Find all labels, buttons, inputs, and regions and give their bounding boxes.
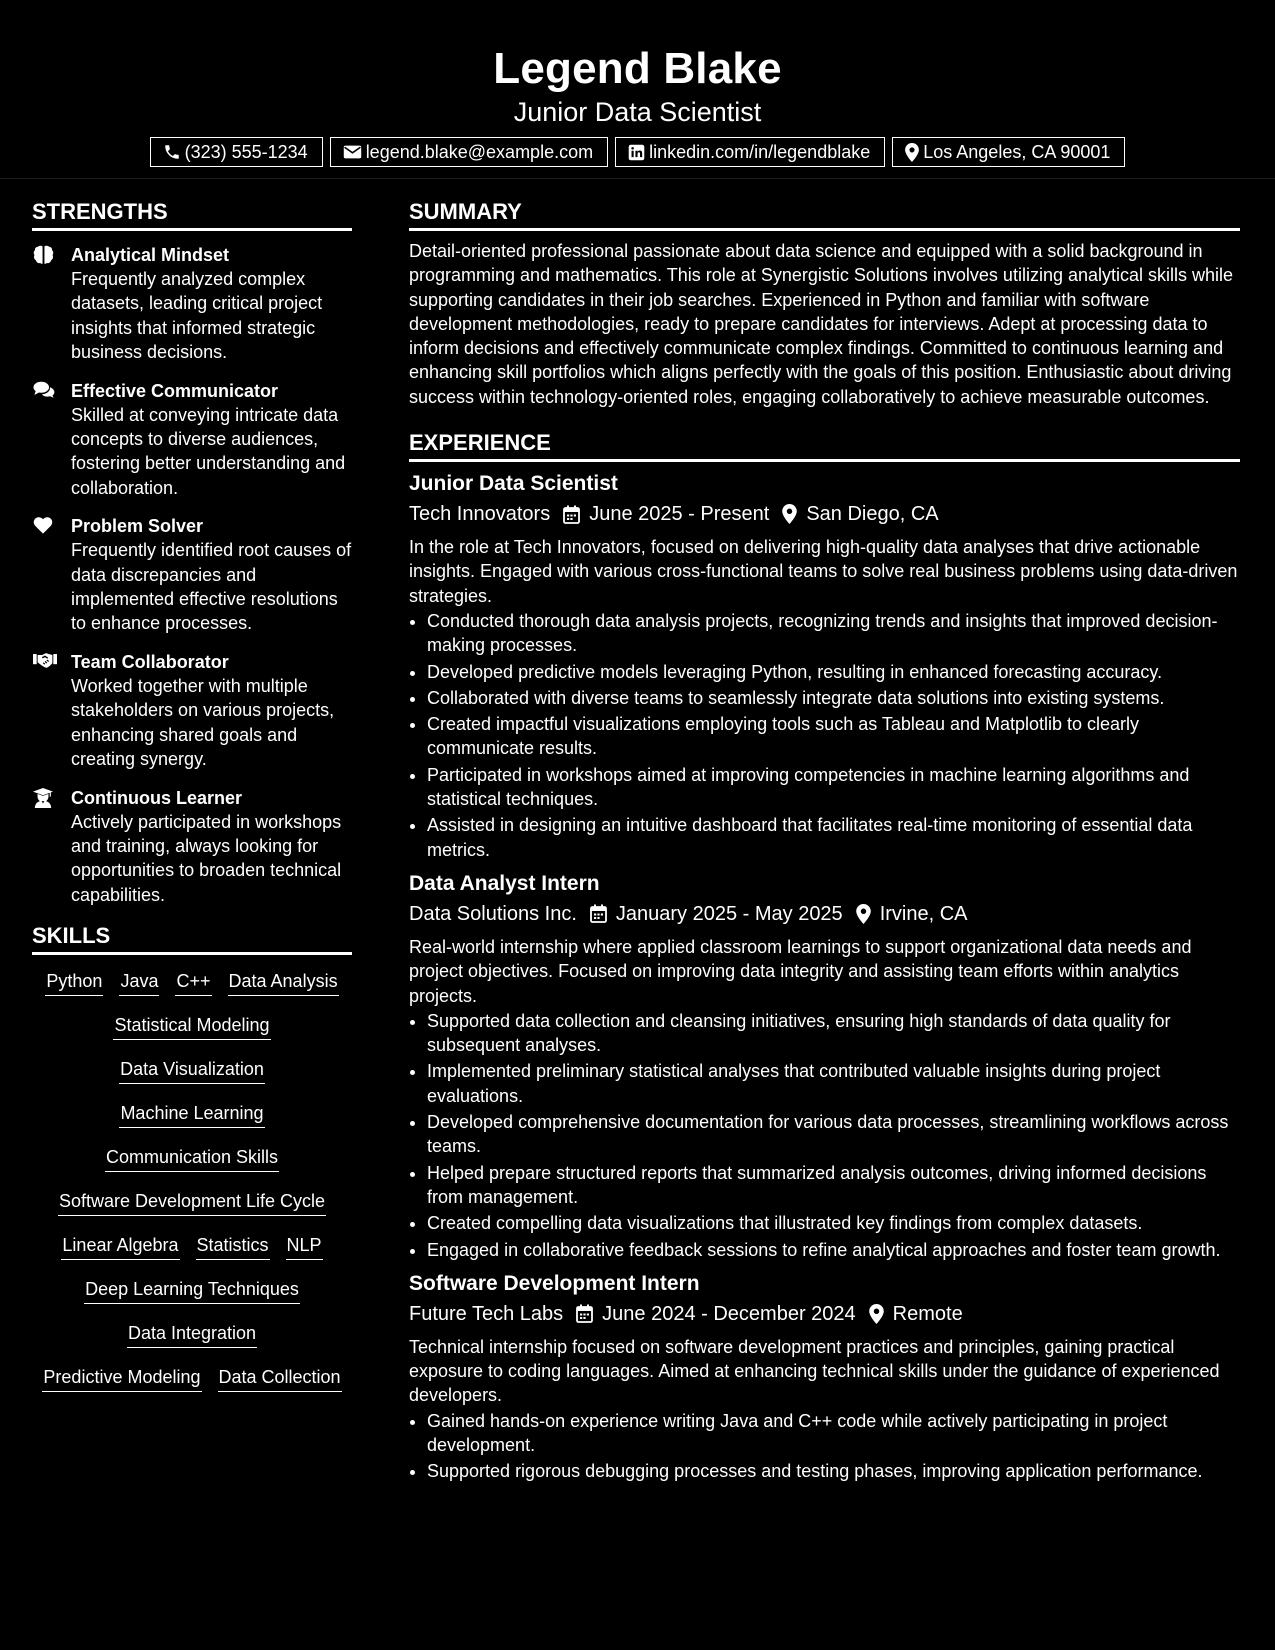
strength-title: Effective Communicator	[71, 380, 279, 401]
resume-header	[0, 0, 1275, 179]
summary-heading: SUMMARY	[409, 197, 1240, 231]
job-location: San Diego, CA	[806, 503, 939, 526]
resume-body	[0, 179, 1275, 1486]
contact-phone[interactable]	[150, 137, 323, 167]
strength-title: Problem Solver	[71, 516, 204, 537]
job-bullet: • Supported rigorous debugging processes and testing phases, improving application performance.	[427, 1459, 1240, 1483]
job-meta	[409, 1300, 1240, 1328]
strength-description: Actively participated in workshops and training, always looking for opportunities to broaden technical capabilities.	[71, 811, 342, 905]
job-bullet: • Supported data collection and cleansing initiatives, ensuring high standards of data quality for subsequent analyses.	[427, 1009, 1240, 1058]
map-pin-icon	[782, 504, 797, 524]
skill-tag: C++	[175, 969, 211, 996]
skills-list	[32, 955, 352, 1409]
job-title: Software Development Intern	[409, 1271, 700, 1295]
contact-email[interactable]	[330, 137, 608, 167]
job-bullet: • Assisted in designing an intuitive dashboard that facilitates real-time monitoring of essential data metrics.	[427, 813, 1240, 862]
skill-tag: Data Integration	[127, 1321, 257, 1348]
strength-title: Analytical Mindset	[71, 245, 230, 265]
job-entry	[409, 871, 1240, 1262]
strength-item	[32, 514, 352, 636]
job-title: Junior Data Scientist	[409, 472, 618, 496]
experience-list	[409, 471, 1240, 1484]
candidate-name: Legend Blake	[493, 44, 782, 93]
calendar-icon	[563, 505, 580, 524]
job-bullets	[409, 1409, 1240, 1484]
comments-icon	[32, 379, 71, 501]
skill-tag: Software Development Life Cycle	[58, 1189, 326, 1216]
job-description: Real-world internship where applied classroom learnings to support organizational data needs and project objectives. Focused on improving data integrity and assisting team efforts within analytics projects.	[409, 936, 1192, 1006]
job-company: Future Tech Labs	[409, 1302, 564, 1325]
contact-bar	[0, 137, 1275, 167]
job-location: Remote	[892, 1302, 963, 1325]
skill-tag: Data Collection	[218, 1365, 342, 1392]
strength-description: Worked together with multiple stakeholders on various projects, enhancing shared goals and creating synergy.	[71, 675, 335, 770]
job-company: Tech Innovators	[409, 503, 551, 526]
candidate-title: Junior Data Scientist	[513, 97, 762, 127]
job-bullet: • Implemented preliminary statistical analyses that contributed valuable insights during project evaluations.	[427, 1059, 1240, 1108]
job-company: Data Solutions Inc.	[409, 902, 577, 925]
strength-title: Team Collaborator	[71, 651, 229, 672]
experience-heading: EXPERIENCE	[409, 428, 1240, 462]
skill-tag: Linear Algebra	[61, 1233, 179, 1260]
envelope-icon	[343, 144, 362, 160]
skill-tag: Data Analysis	[228, 969, 339, 996]
job-bullet: • Developed comprehensive documentation for various data processes, streamlining workflows across teams.	[427, 1110, 1240, 1159]
strength-item	[32, 650, 352, 772]
map-pin-icon	[869, 1304, 884, 1324]
skill-tag: Python	[45, 969, 103, 996]
strength-description: Frequently identified root causes of data discrepancies and implemented effective resolutions to enhance processes.	[71, 540, 352, 634]
job-bullets	[409, 609, 1240, 862]
strength-item	[32, 379, 352, 501]
strengths-list	[32, 231, 352, 907]
skills-heading: SKILLS	[32, 921, 352, 955]
left-column	[32, 179, 352, 1486]
location-text: Los Angeles, CA 90001	[923, 141, 1111, 162]
job-meta	[409, 900, 1240, 928]
heart-icon	[32, 514, 71, 636]
job-bullet: • Participated in workshops aimed at improving competencies in machine learning algorithms and statistical techniques.	[427, 763, 1240, 812]
job-location: Irvine, CA	[879, 902, 968, 925]
job-description: In the role at Tech Innovators, focused on delivering high-quality data analyses that drive actionable insights. Engaged with various cross-functional teams to solve real business problems using data-driven strategies.	[409, 537, 1238, 606]
strength-description: Skilled at conveying intricate data concepts to diverse audiences, fostering better understanding and collaboration.	[71, 404, 346, 498]
skill-tag: Predictive Modeling	[42, 1365, 201, 1392]
job-entry	[409, 1271, 1240, 1484]
job-title: Data Analyst Intern	[409, 871, 600, 895]
linkedin-icon	[628, 144, 645, 161]
skill-tag: Deep Learning Techniques	[84, 1277, 300, 1304]
summary-text: Detail-oriented professional passionate about data science and equipped with a solid background in programming and mathematics. This role at Synergistic Solutions involves utilizing analytical skills while supporting candidates in their job searches. Experienced in Python and familiar with software development methodologies, ready to prepare candidates for interviews. Adept at processing data to inform decisions and effectively communicate complex findings. Committed to continuous learning and enhancing skill portfolios which aligns perfectly with the goals of this position. Enthusiastic about driving success within technology-oriented roles, engaging collaboratively to achieve measurable outcomes.	[409, 241, 1234, 407]
job-bullet: • Created impactful visualizations employing tools such as Tableau and Matplotlib to clearly communicate results.	[427, 712, 1240, 761]
job-bullet: • Gained hands-on experience writing Java and C++ code while actively participating in project development.	[427, 1409, 1240, 1458]
strength-description: Frequently analyzed complex datasets, leading critical project insights that informed strategic business decisions.	[71, 269, 323, 363]
job-bullet: • Developed predictive models leveraging Python, resulting in enhanced forecasting accuracy.	[427, 660, 1240, 684]
job-bullets	[409, 1009, 1240, 1262]
job-bullet: • Collaborated with diverse teams to seamlessly integrate data solutions into existing systems.	[427, 686, 1240, 710]
job-description: Technical internship focused on software development practices and principles, gaining practical exposure to coding languages. Aimed at enhancing technical skills under the guidance of experienced developers.	[409, 1336, 1220, 1406]
skill-tag: Java	[119, 969, 159, 996]
job-bullet: • Helped prepare structured reports that summarized analysis outcomes, driving informed decisions from management.	[427, 1161, 1240, 1210]
job-bullet: • Created compelling data visualizations that illustrated key findings from complex datasets.	[427, 1211, 1240, 1235]
calendar-icon	[576, 1304, 593, 1323]
map-pin-icon	[905, 143, 919, 162]
map-pin-icon	[856, 904, 871, 924]
strengths-heading: STRENGTHS	[32, 197, 352, 231]
job-bullet: • Conducted thorough data analysis projects, recognizing trends and insights that improved decision-making processes.	[427, 609, 1240, 658]
strength-item	[32, 243, 352, 365]
job-bullet: • Engaged in collaborative feedback sessions to refine analytical approaches and foster team growth.	[427, 1238, 1240, 1262]
skill-tag: Data Visualization	[119, 1057, 265, 1084]
linkedin-text: linkedin.com/in/legendblake	[649, 141, 871, 162]
skill-tag: Communication Skills	[105, 1145, 279, 1172]
contact-linkedin[interactable]	[615, 137, 885, 167]
job-dates: January 2025 - May 2025	[615, 902, 843, 925]
calendar-icon	[590, 904, 607, 923]
contact-location[interactable]	[892, 137, 1125, 167]
job-meta	[409, 500, 1240, 528]
phone-icon	[163, 143, 181, 161]
strength-title: Continuous Learner	[71, 787, 243, 808]
graduate-icon	[32, 786, 71, 908]
phone-text: (323) 555-1234	[184, 141, 308, 162]
job-dates: June 2024 - December 2024	[602, 1302, 856, 1325]
job-dates: June 2025 - Present	[589, 503, 770, 526]
strength-item	[32, 786, 352, 908]
skill-tag: Machine Learning	[119, 1101, 264, 1128]
right-column	[409, 179, 1240, 1486]
skills-section	[32, 921, 352, 1409]
skill-tag: Statistics	[196, 1233, 270, 1260]
skill-tag: Statistical Modeling	[113, 1013, 270, 1040]
email-text: legend.blake@example.com	[365, 141, 594, 162]
handshake-icon	[32, 650, 71, 772]
job-entry	[409, 471, 1240, 862]
brain-icon	[32, 243, 71, 365]
skill-tag: NLP	[286, 1233, 323, 1260]
